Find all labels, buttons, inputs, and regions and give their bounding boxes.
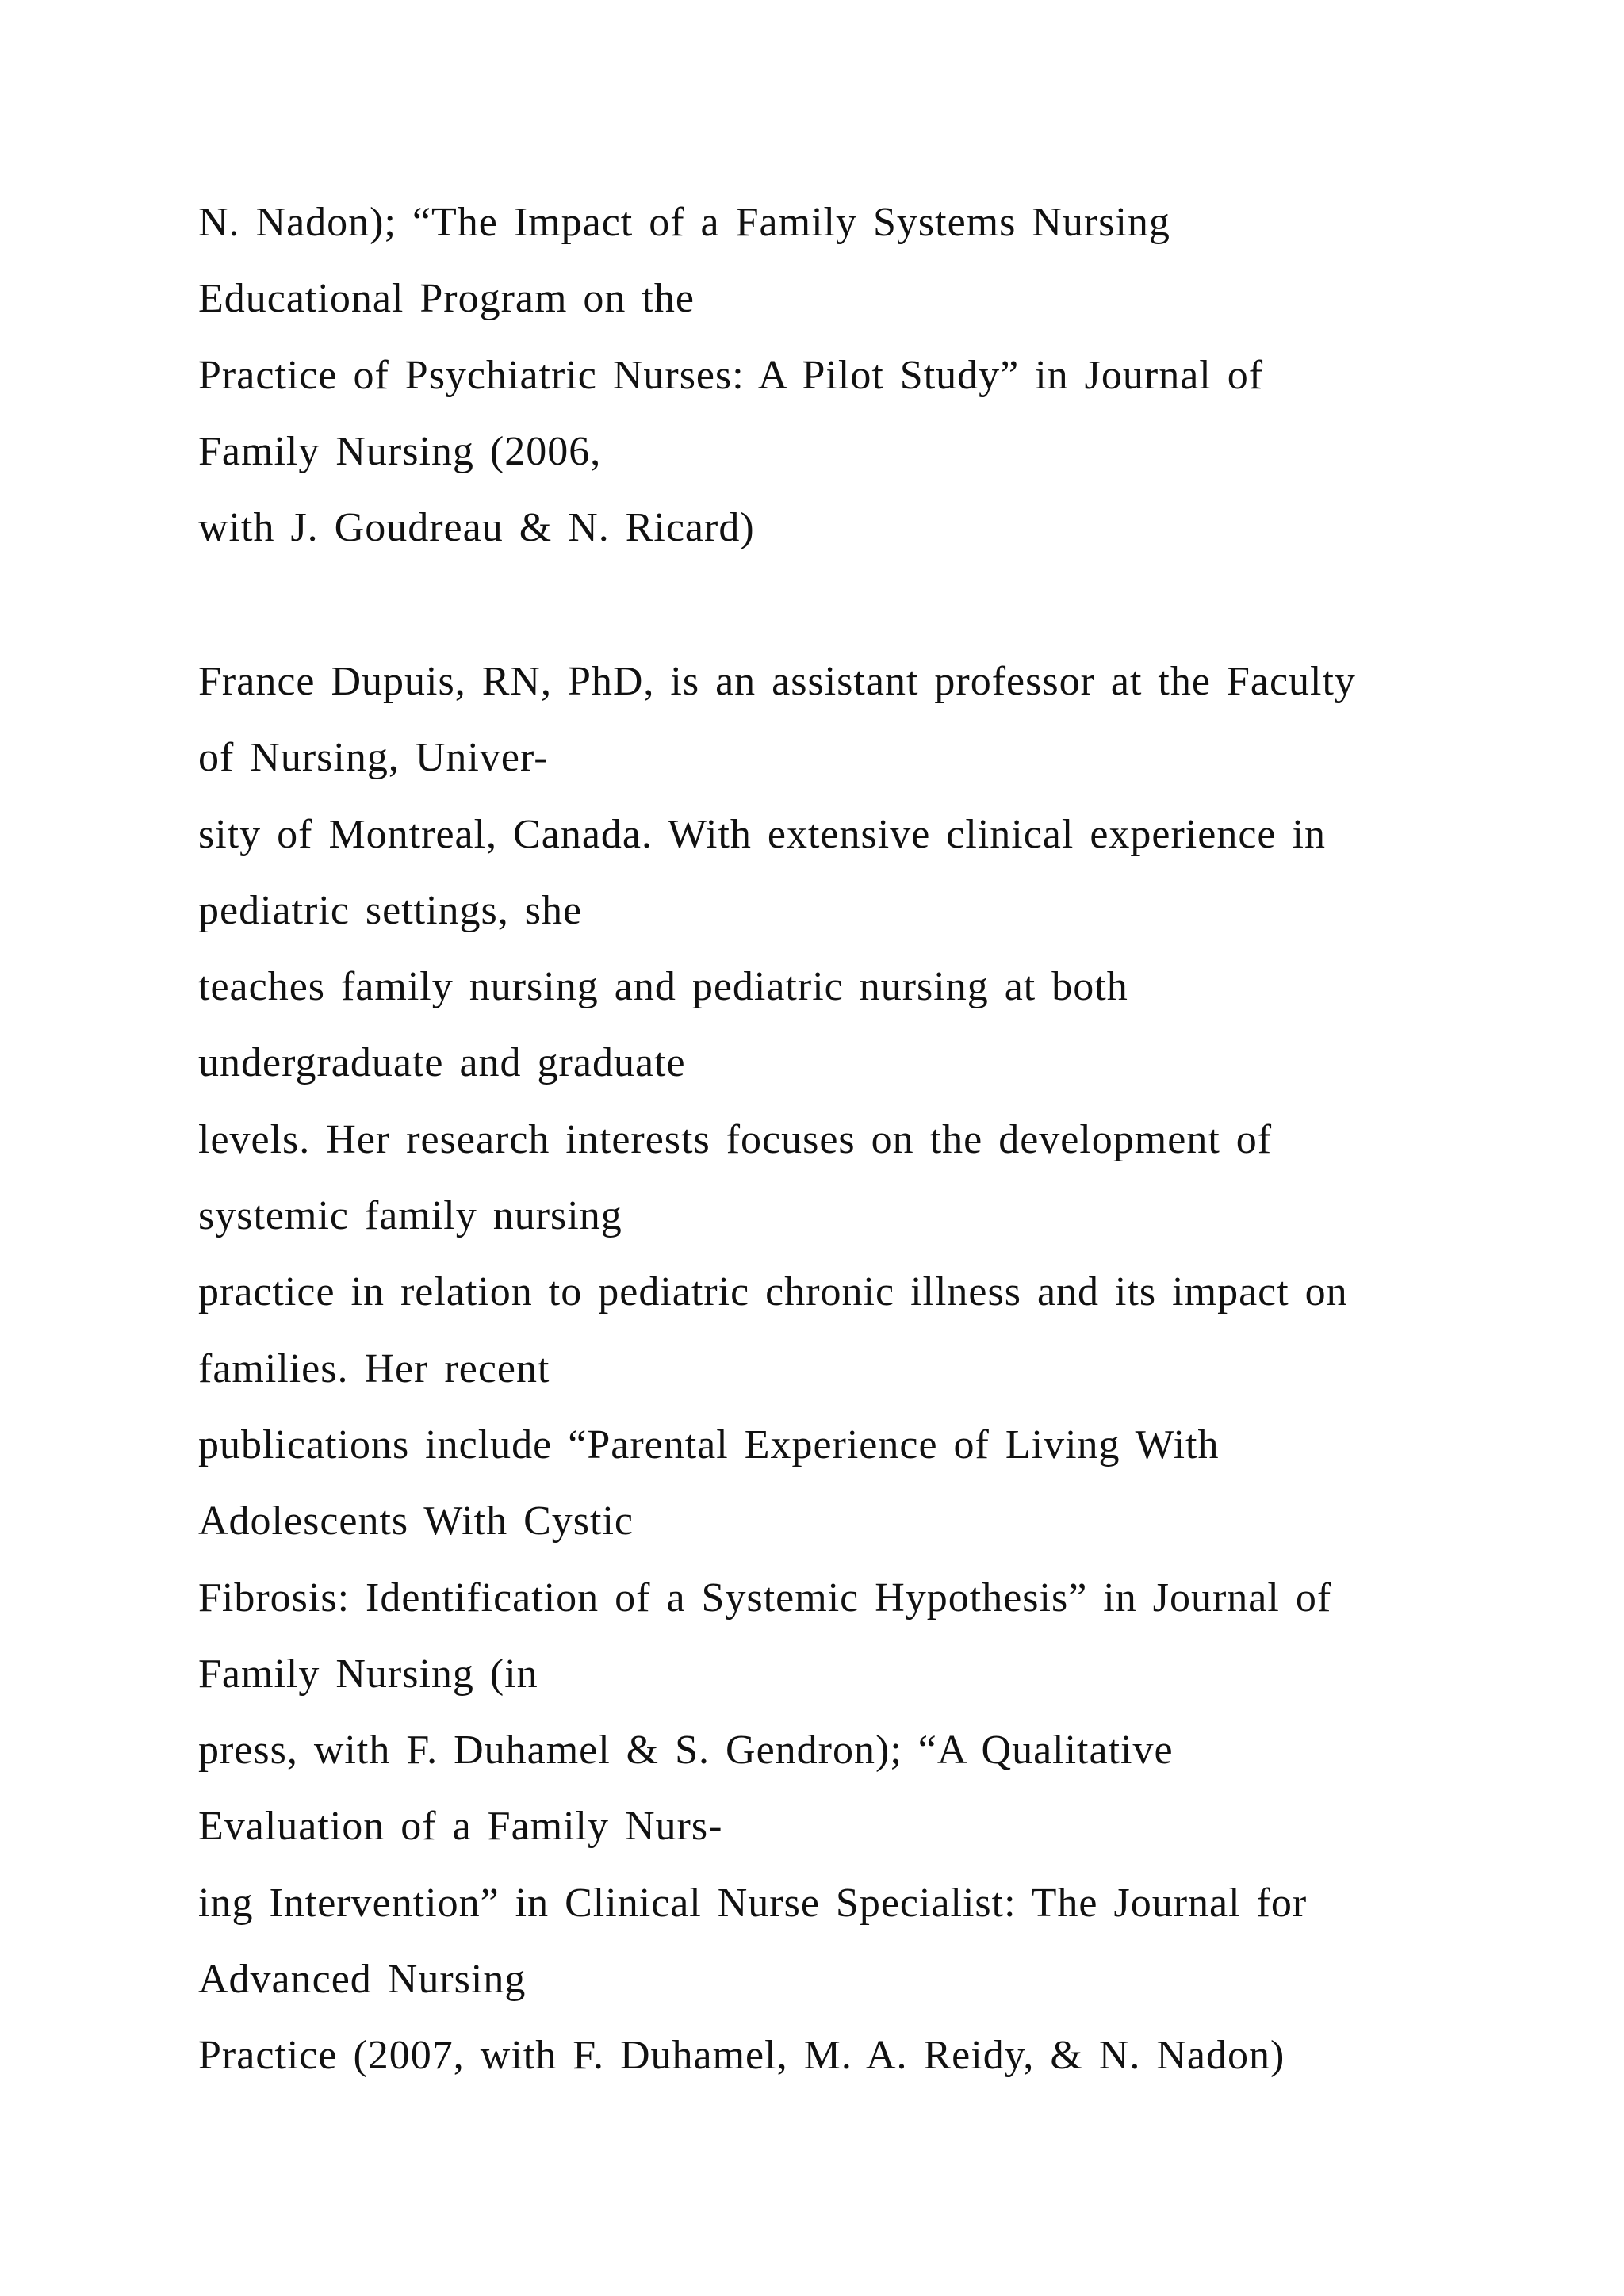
p1-line-5: with J. Goudreau & N. Ricard) <box>198 505 755 550</box>
p1-line-3: Practice of Psychiatric Nurses: A Pilot Study” in Journal of <box>198 353 1264 398</box>
p2-line-17: ing Intervention” in Clinical Nurse Specialist: The Journal for <box>198 1881 1308 1926</box>
p2-line-13: Fibrosis: Identification of a Systemic Hypothesis” in Journal of <box>198 1575 1332 1621</box>
p1-line-1: N. Nadon); “The Impact of a Family Systems Nursing <box>198 200 1170 245</box>
p2-line-8: systemic family nursing <box>198 1193 622 1238</box>
p2-line-11: publications include “Parental Experience of Living With <box>198 1422 1220 1468</box>
p2-line-14: Family Nursing (in <box>198 1651 538 1697</box>
p2-line-3: sity of Montreal, Canada. With extensive clinical experience in <box>198 812 1326 857</box>
p2-line-9: practice in relation to pediatric chronic illness and its impact on <box>198 1269 1348 1314</box>
p2-line-18: Advanced Nursing <box>198 1957 527 2002</box>
p2-line-19: Practice (2007, with F. Duhamel, M. A. Reidy, & N. Nadon) <box>198 2033 1285 2078</box>
p2-line-6: undergraduate and graduate <box>198 1040 686 1085</box>
p2-line-2: of Nursing, Univer- <box>198 735 549 780</box>
p2-line-5: teaches family nursing and pediatric nursing at both <box>198 964 1128 1009</box>
p1-line-4: Family Nursing (2006, <box>198 429 602 474</box>
p1-line-2: Educational Program on the <box>198 276 695 321</box>
p2-line-16: Evaluation of a Family Nurs- <box>198 1804 723 1849</box>
p2-line-12: Adolescents With Cystic <box>198 1498 634 1544</box>
p2-line-4: pediatric settings, she <box>198 888 583 933</box>
p2-line-1: France Dupuis, RN, PhD, is an assistant professor at the Faculty <box>198 659 1356 704</box>
p2-line-15: press, with F. Duhamel & S. Gendron); “A Qualitative <box>198 1728 1174 1773</box>
p2-line-7: levels. Her research interests focuses on the development of <box>198 1117 1273 1162</box>
p2-line-10: families. Her recent <box>198 1346 550 1391</box>
